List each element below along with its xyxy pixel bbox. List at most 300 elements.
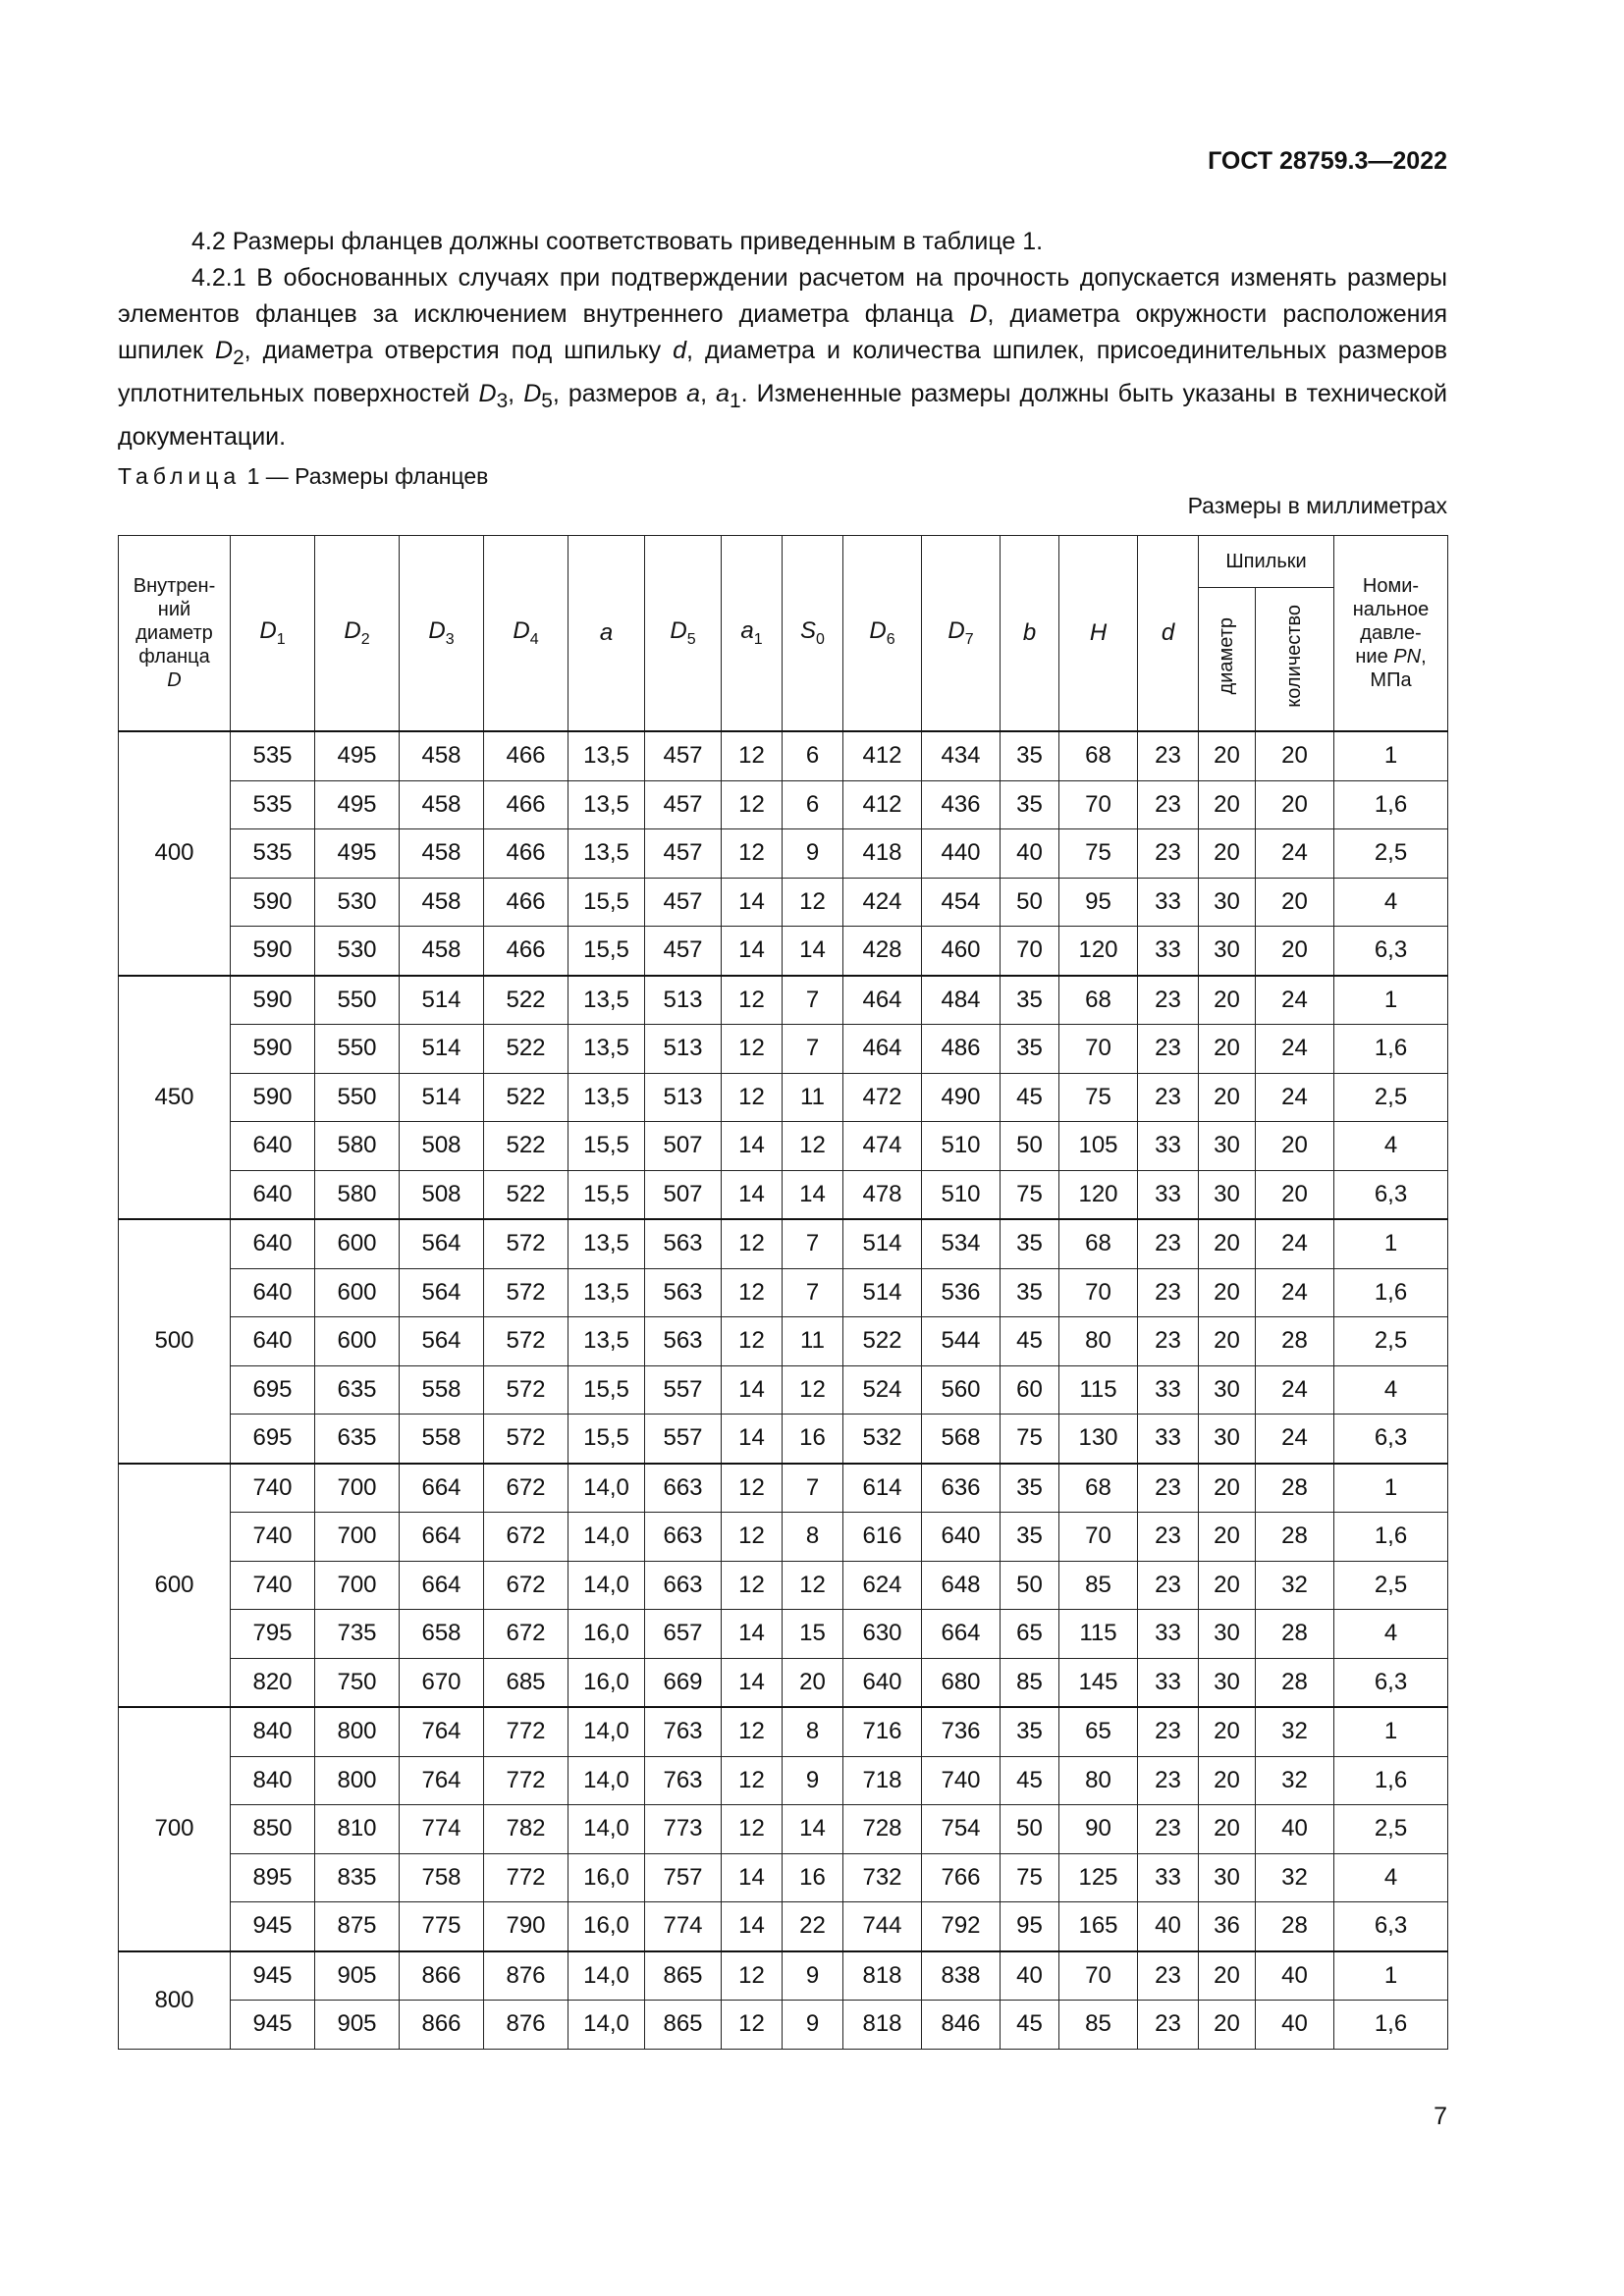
cell-d1: 535 xyxy=(231,780,315,829)
cell-d6: 412 xyxy=(843,780,922,829)
cell-a1: 14 xyxy=(722,1365,783,1415)
cell-d6: 424 xyxy=(843,878,922,927)
cell-pn: 6,3 xyxy=(1334,1658,1448,1707)
cell-d3: 764 xyxy=(400,1707,484,1756)
cell-d7: 510 xyxy=(922,1170,1001,1219)
cell-d3: 866 xyxy=(400,2001,484,2050)
cell-d-hole: 33 xyxy=(1138,1610,1199,1659)
cell-d3: 664 xyxy=(400,1464,484,1513)
cell-d-hole: 23 xyxy=(1138,1317,1199,1366)
cell-h: 70 xyxy=(1059,1513,1138,1562)
cell-s0: 9 xyxy=(783,1951,843,2001)
cell-a1: 14 xyxy=(722,1853,783,1902)
cell-d5: 663 xyxy=(645,1561,722,1610)
table-row xyxy=(119,1170,1448,1219)
cell-d3: 558 xyxy=(400,1365,484,1415)
cell-d1: 535 xyxy=(231,829,315,879)
cell-a1: 12 xyxy=(722,829,783,879)
cell-bolt-count: 20 xyxy=(1256,878,1334,927)
cell-pn: 4 xyxy=(1334,1610,1448,1659)
cell-d4: 782 xyxy=(484,1805,568,1854)
cell-a: 13,5 xyxy=(568,976,645,1025)
cell-h: 105 xyxy=(1059,1122,1138,1171)
cell-bolt-diameter: 20 xyxy=(1199,1805,1256,1854)
cell-d6: 428 xyxy=(843,927,922,976)
cell-pn: 4 xyxy=(1334,1122,1448,1171)
cell-s0: 14 xyxy=(783,1805,843,1854)
cell-pn: 1,6 xyxy=(1334,1268,1448,1317)
cell-d6: 716 xyxy=(843,1707,922,1756)
cell-bolt-diameter: 20 xyxy=(1199,1513,1256,1562)
cell-a: 14,0 xyxy=(568,1513,645,1562)
cell-bolt-count: 28 xyxy=(1256,1658,1334,1707)
cell-d-hole: 33 xyxy=(1138,1365,1199,1415)
body-text xyxy=(118,224,1447,455)
cell-d7: 792 xyxy=(922,1902,1001,1951)
cell-d2: 550 xyxy=(315,976,400,1025)
cell-d6: 412 xyxy=(843,731,922,780)
cell-d1: 640 xyxy=(231,1219,315,1268)
cell-pn: 1 xyxy=(1334,1219,1448,1268)
cell-bolt-diameter: 30 xyxy=(1199,1658,1256,1707)
cell-d-hole: 33 xyxy=(1138,1658,1199,1707)
cell-h: 85 xyxy=(1059,2001,1138,2050)
cell-d3: 508 xyxy=(400,1170,484,1219)
cell-d4: 772 xyxy=(484,1707,568,1756)
cell-h: 120 xyxy=(1059,927,1138,976)
cell-d1: 740 xyxy=(231,1561,315,1610)
cell-a: 14,0 xyxy=(568,1561,645,1610)
cell-a1: 14 xyxy=(722,1170,783,1219)
cell-a1: 12 xyxy=(722,1513,783,1562)
table-row xyxy=(119,1464,1448,1513)
cell-s0: 9 xyxy=(783,1756,843,1805)
table-header xyxy=(119,536,1448,732)
header-d6: $D_6$ xyxy=(843,536,922,732)
table-row xyxy=(119,1561,1448,1610)
cell-d5: 669 xyxy=(645,1658,722,1707)
cell-b: 95 xyxy=(1001,1902,1059,1951)
cell-d-hole: 33 xyxy=(1138,1853,1199,1902)
cell-d2: 600 xyxy=(315,1219,400,1268)
cell-d7: 534 xyxy=(922,1219,1001,1268)
header-bolt-diameter: диаметр xyxy=(1199,588,1256,732)
cell-d5: 865 xyxy=(645,2001,722,2050)
header-d3: $D_3$ xyxy=(400,536,484,732)
cell-a: 13,5 xyxy=(568,1073,645,1122)
cell-d-hole: 33 xyxy=(1138,927,1199,976)
cell-a1: 12 xyxy=(722,1025,783,1074)
cell-d-hole: 33 xyxy=(1138,1415,1199,1464)
cell-d-hole: 33 xyxy=(1138,878,1199,927)
cell-h: 115 xyxy=(1059,1610,1138,1659)
cell-d6: 418 xyxy=(843,829,922,879)
cell-b: 40 xyxy=(1001,1951,1059,2001)
cell-d2: 700 xyxy=(315,1464,400,1513)
cell-d4: 876 xyxy=(484,2001,568,2050)
cell-b: 75 xyxy=(1001,1853,1059,1902)
cell-d-hole: 33 xyxy=(1138,1122,1199,1171)
cell-b: 45 xyxy=(1001,1073,1059,1122)
header-a1: $a_1$ xyxy=(722,536,783,732)
cell-a1: 14 xyxy=(722,1415,783,1464)
cell-a1: 12 xyxy=(722,976,783,1025)
cell-s0: 12 xyxy=(783,1122,843,1171)
cell-pn: 2,5 xyxy=(1334,1805,1448,1854)
cell-d3: 458 xyxy=(400,829,484,879)
cell-d1: 840 xyxy=(231,1707,315,1756)
cell-d-hole: 23 xyxy=(1138,1219,1199,1268)
cell-d5: 507 xyxy=(645,1122,722,1171)
cell-a1: 12 xyxy=(722,1561,783,1610)
paragraph-4-2-1: 4.2.1 В обоснованных случаях при подтверждении расчетом на прочность допускается изменять размеры элементов фланцев за исключением внутреннего диаметра фланца D, диаметра окружности расположения шпилек $D_2$, диаметра отверстия под шпильку d, диаметра и количества шпилек, присоединительных размеров уплотнительных поверхностей $D_3$, $D_5$, размеров a, $a_1$. Измененные размеры должны быть указаны в технической документации. xyxy=(118,264,1447,451)
cell-d3: 774 xyxy=(400,1805,484,1854)
cell-d6: 464 xyxy=(843,976,922,1025)
cell-d4: 572 xyxy=(484,1219,568,1268)
cell-bolt-count: 24 xyxy=(1256,976,1334,1025)
cell-a: 15,5 xyxy=(568,878,645,927)
cell-d4: 572 xyxy=(484,1317,568,1366)
cell-a1: 14 xyxy=(722,878,783,927)
cell-a1: 12 xyxy=(722,1268,783,1317)
cell-d-hole: 23 xyxy=(1138,976,1199,1025)
cell-d4: 522 xyxy=(484,976,568,1025)
units-note: Размеры в миллиметрах xyxy=(1187,493,1447,518)
cell-bolt-count: 20 xyxy=(1256,927,1334,976)
cell-a: 13,5 xyxy=(568,1268,645,1317)
cell-d1: 740 xyxy=(231,1513,315,1562)
cell-a1: 12 xyxy=(722,1707,783,1756)
paragraph-4-2: 4.2 Размеры фланцев должны соответствовать приведенным в таблице 1. xyxy=(191,228,1044,255)
cell-bolt-count: 28 xyxy=(1256,1902,1334,1951)
cell-h: 145 xyxy=(1059,1658,1138,1707)
cell-s0: 14 xyxy=(783,1170,843,1219)
cell-d2: 550 xyxy=(315,1073,400,1122)
cell-d3: 564 xyxy=(400,1317,484,1366)
cell-d4: 466 xyxy=(484,927,568,976)
cell-d7: 568 xyxy=(922,1415,1001,1464)
cell-d7: 648 xyxy=(922,1561,1001,1610)
cell-d4: 672 xyxy=(484,1561,568,1610)
cell-b: 70 xyxy=(1001,927,1059,976)
cell-d4: 772 xyxy=(484,1853,568,1902)
cell-d2: 580 xyxy=(315,1122,400,1171)
cell-b: 35 xyxy=(1001,731,1059,780)
cell-a1: 12 xyxy=(722,731,783,780)
cell-a: 15,5 xyxy=(568,927,645,976)
cell-d2: 810 xyxy=(315,1805,400,1854)
cell-a: 16,0 xyxy=(568,1902,645,1951)
table-row xyxy=(119,731,1448,780)
cell-pn: 6,3 xyxy=(1334,1415,1448,1464)
cell-d3: 658 xyxy=(400,1610,484,1659)
cell-s0: 16 xyxy=(783,1415,843,1464)
table-row xyxy=(119,1610,1448,1659)
cell-d6: 630 xyxy=(843,1610,922,1659)
cell-d5: 663 xyxy=(645,1464,722,1513)
cell-a1: 12 xyxy=(722,1219,783,1268)
cell-bolt-diameter: 36 xyxy=(1199,1902,1256,1951)
cell-pn: 1 xyxy=(1334,1707,1448,1756)
cell-a: 15,5 xyxy=(568,1365,645,1415)
cell-s0: 11 xyxy=(783,1317,843,1366)
cell-d1: 795 xyxy=(231,1610,315,1659)
cell-d1: 640 xyxy=(231,1268,315,1317)
cell-d1: 640 xyxy=(231,1170,315,1219)
cell-h: 68 xyxy=(1059,1464,1138,1513)
table-row xyxy=(119,1365,1448,1415)
cell-b: 45 xyxy=(1001,2001,1059,2050)
cell-d3: 458 xyxy=(400,927,484,976)
cell-d-hole: 23 xyxy=(1138,1707,1199,1756)
cell-d5: 563 xyxy=(645,1219,722,1268)
cell-d2: 495 xyxy=(315,780,400,829)
cell-h: 115 xyxy=(1059,1365,1138,1415)
cell-d4: 466 xyxy=(484,878,568,927)
cell-a: 14,0 xyxy=(568,1951,645,2001)
cell-d5: 557 xyxy=(645,1415,722,1464)
cell-b: 45 xyxy=(1001,1756,1059,1805)
cell-d7: 544 xyxy=(922,1317,1001,1366)
cell-bolt-count: 28 xyxy=(1256,1317,1334,1366)
cell-d1: 695 xyxy=(231,1415,315,1464)
cell-h: 68 xyxy=(1059,731,1138,780)
cell-d7: 640 xyxy=(922,1513,1001,1562)
cell-bolt-diameter: 20 xyxy=(1199,1073,1256,1122)
cell-bolt-diameter: 20 xyxy=(1199,1317,1256,1366)
table-row xyxy=(119,1073,1448,1122)
cell-d-hole: 23 xyxy=(1138,1268,1199,1317)
cell-d7: 460 xyxy=(922,927,1001,976)
cell-d4: 522 xyxy=(484,1025,568,1074)
cell-bolt-diameter: 30 xyxy=(1199,1610,1256,1659)
cell-a: 16,0 xyxy=(568,1610,645,1659)
cell-d6: 732 xyxy=(843,1853,922,1902)
cell-d6: 614 xyxy=(843,1464,922,1513)
page-number: 7 xyxy=(1434,2103,1447,2130)
cell-d6: 728 xyxy=(843,1805,922,1854)
cell-s0: 14 xyxy=(783,927,843,976)
cell-a1: 12 xyxy=(722,1756,783,1805)
cell-d4: 522 xyxy=(484,1170,568,1219)
cell-h: 70 xyxy=(1059,1268,1138,1317)
table-row xyxy=(119,1805,1448,1854)
cell-d1: 740 xyxy=(231,1464,315,1513)
cell-h: 70 xyxy=(1059,1025,1138,1074)
cell-a1: 12 xyxy=(722,2001,783,2050)
cell-h: 80 xyxy=(1059,1756,1138,1805)
cell-d1: 535 xyxy=(231,731,315,780)
cell-b: 35 xyxy=(1001,1219,1059,1268)
cell-d6: 474 xyxy=(843,1122,922,1171)
cell-d7: 434 xyxy=(922,731,1001,780)
cell-d6: 524 xyxy=(843,1365,922,1415)
cell-d1: 590 xyxy=(231,927,315,976)
table-row xyxy=(119,1122,1448,1171)
document-code: ГОСТ 28759.3—2022 xyxy=(1208,147,1447,175)
cell-d2: 530 xyxy=(315,927,400,976)
cell-d7: 680 xyxy=(922,1658,1001,1707)
table-row xyxy=(119,1268,1448,1317)
cell-a: 13,5 xyxy=(568,780,645,829)
cell-d5: 557 xyxy=(645,1365,722,1415)
cell-bolt-count: 40 xyxy=(1256,1805,1334,1854)
header-bolts: Шпильки xyxy=(1199,536,1334,588)
cell-d2: 700 xyxy=(315,1561,400,1610)
cell-a1: 14 xyxy=(722,1610,783,1659)
cell-h: 80 xyxy=(1059,1317,1138,1366)
cell-a1: 12 xyxy=(722,1073,783,1122)
cell-pn: 6,3 xyxy=(1334,1902,1448,1951)
cell-d3: 564 xyxy=(400,1268,484,1317)
header-d4: $D_4$ xyxy=(484,536,568,732)
header-d-hole: d xyxy=(1138,536,1199,732)
cell-d-hole: 23 xyxy=(1138,1513,1199,1562)
table-row xyxy=(119,1707,1448,1756)
cell-s0: 12 xyxy=(783,1561,843,1610)
cell-bolt-diameter: 20 xyxy=(1199,1707,1256,1756)
cell-d7: 766 xyxy=(922,1853,1001,1902)
header-d7: $D_7$ xyxy=(922,536,1001,732)
header-inner-diameter: Внутрен- ний диаметр фланца D xyxy=(119,536,231,732)
cell-h: 120 xyxy=(1059,1170,1138,1219)
cell-b: 35 xyxy=(1001,1464,1059,1513)
cell-a1: 14 xyxy=(722,1658,783,1707)
cell-d5: 563 xyxy=(645,1317,722,1366)
cell-bolt-diameter: 20 xyxy=(1199,731,1256,780)
cell-a1: 12 xyxy=(722,1317,783,1366)
cell-d-hole: 40 xyxy=(1138,1902,1199,1951)
cell-pn: 1,6 xyxy=(1334,1513,1448,1562)
cell-bolt-count: 32 xyxy=(1256,1853,1334,1902)
cell-s0: 7 xyxy=(783,976,843,1025)
cell-s0: 15 xyxy=(783,1610,843,1659)
cell-d4: 466 xyxy=(484,829,568,879)
cell-d4: 466 xyxy=(484,780,568,829)
flange-dimensions-table xyxy=(118,535,1448,2050)
cell-s0: 9 xyxy=(783,829,843,879)
table-row xyxy=(119,1415,1448,1464)
table-row xyxy=(119,829,1448,879)
table-row xyxy=(119,878,1448,927)
cell-d3: 514 xyxy=(400,1073,484,1122)
cell-bolt-count: 32 xyxy=(1256,1756,1334,1805)
cell-d-hole: 23 xyxy=(1138,829,1199,879)
cell-b: 35 xyxy=(1001,1513,1059,1562)
cell-d1: 640 xyxy=(231,1317,315,1366)
cell-b: 35 xyxy=(1001,780,1059,829)
cell-d3: 458 xyxy=(400,731,484,780)
cell-d1: 590 xyxy=(231,976,315,1025)
cell-inner-diameter: 450 xyxy=(119,976,231,1220)
cell-bolt-count: 40 xyxy=(1256,1951,1334,2001)
cell-s0: 7 xyxy=(783,1025,843,1074)
cell-d5: 865 xyxy=(645,1951,722,2001)
cell-d2: 835 xyxy=(315,1853,400,1902)
cell-d-hole: 23 xyxy=(1138,1561,1199,1610)
cell-d3: 508 xyxy=(400,1122,484,1171)
cell-d4: 466 xyxy=(484,731,568,780)
cell-d5: 773 xyxy=(645,1805,722,1854)
cell-d3: 558 xyxy=(400,1415,484,1464)
cell-bolt-diameter: 20 xyxy=(1199,2001,1256,2050)
cell-bolt-count: 24 xyxy=(1256,1073,1334,1122)
cell-bolt-count: 20 xyxy=(1256,731,1334,780)
cell-d4: 572 xyxy=(484,1365,568,1415)
cell-b: 50 xyxy=(1001,1122,1059,1171)
cell-a: 13,5 xyxy=(568,1025,645,1074)
cell-s0: 6 xyxy=(783,780,843,829)
cell-d5: 513 xyxy=(645,1025,722,1074)
cell-d6: 514 xyxy=(843,1219,922,1268)
cell-b: 35 xyxy=(1001,976,1059,1025)
cell-inner-diameter: 400 xyxy=(119,731,231,976)
cell-bolt-count: 28 xyxy=(1256,1464,1334,1513)
cell-d2: 530 xyxy=(315,878,400,927)
cell-pn: 2,5 xyxy=(1334,1561,1448,1610)
cell-bolt-diameter: 30 xyxy=(1199,1170,1256,1219)
cell-d1: 695 xyxy=(231,1365,315,1415)
cell-bolt-diameter: 20 xyxy=(1199,1219,1256,1268)
cell-d-hole: 23 xyxy=(1138,1464,1199,1513)
cell-b: 50 xyxy=(1001,1561,1059,1610)
cell-pn: 1,6 xyxy=(1334,780,1448,829)
cell-d3: 514 xyxy=(400,1025,484,1074)
cell-bolt-count: 24 xyxy=(1256,1268,1334,1317)
cell-pn: 4 xyxy=(1334,878,1448,927)
cell-s0: 7 xyxy=(783,1268,843,1317)
header-d5: $D_5$ xyxy=(645,536,722,732)
header-bolt-count: количество xyxy=(1256,588,1334,732)
cell-d6: 818 xyxy=(843,2001,922,2050)
cell-h: 70 xyxy=(1059,1951,1138,2001)
cell-d2: 905 xyxy=(315,1951,400,2001)
cell-d6: 478 xyxy=(843,1170,922,1219)
cell-d7: 486 xyxy=(922,1025,1001,1074)
cell-bolt-count: 32 xyxy=(1256,1561,1334,1610)
cell-a: 13,5 xyxy=(568,1219,645,1268)
cell-a: 15,5 xyxy=(568,1415,645,1464)
cell-d5: 763 xyxy=(645,1756,722,1805)
cell-d-hole: 23 xyxy=(1138,1756,1199,1805)
cell-h: 75 xyxy=(1059,829,1138,879)
table-row xyxy=(119,2001,1448,2050)
cell-a: 14,0 xyxy=(568,1805,645,1854)
cell-pn: 1,6 xyxy=(1334,2001,1448,2050)
table-row xyxy=(119,1902,1448,1951)
cell-b: 45 xyxy=(1001,1317,1059,1366)
cell-d4: 672 xyxy=(484,1513,568,1562)
header-d1: $D_1$ xyxy=(231,536,315,732)
cell-d4: 876 xyxy=(484,1951,568,2001)
cell-bolt-count: 20 xyxy=(1256,780,1334,829)
cell-d5: 763 xyxy=(645,1707,722,1756)
table-body xyxy=(119,731,1448,2049)
cell-b: 50 xyxy=(1001,878,1059,927)
cell-d4: 672 xyxy=(484,1464,568,1513)
cell-d7: 636 xyxy=(922,1464,1001,1513)
header-b: b xyxy=(1001,536,1059,732)
cell-d2: 600 xyxy=(315,1317,400,1366)
table-row xyxy=(119,927,1448,976)
cell-d7: 664 xyxy=(922,1610,1001,1659)
cell-d5: 513 xyxy=(645,1073,722,1122)
cell-bolt-count: 28 xyxy=(1256,1513,1334,1562)
cell-b: 50 xyxy=(1001,1805,1059,1854)
cell-d2: 495 xyxy=(315,731,400,780)
cell-b: 35 xyxy=(1001,1025,1059,1074)
cell-d3: 458 xyxy=(400,878,484,927)
